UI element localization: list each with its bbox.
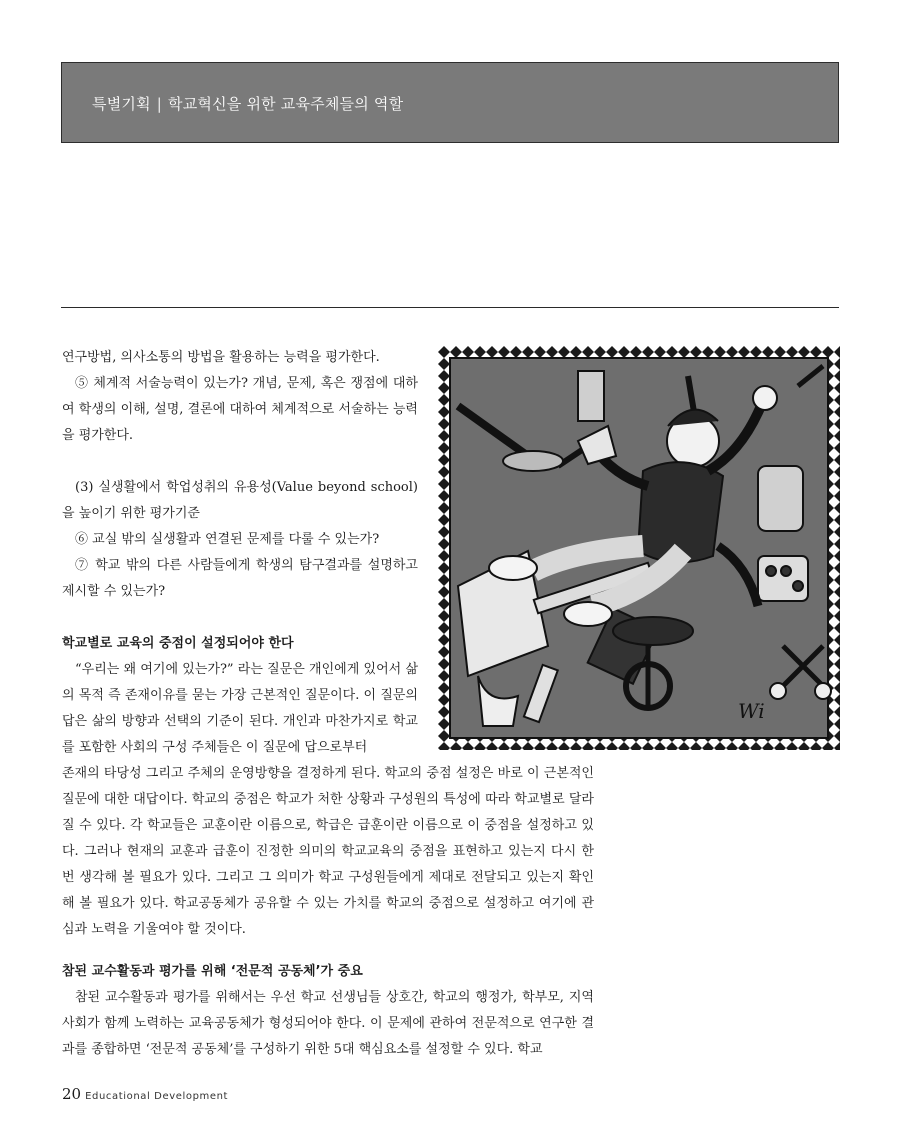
column-item-6: ⑥ 교실 밖의 실생활과 연결된 문제를 다룰 수 있는가?	[75, 532, 380, 547]
left-column	[62, 345, 418, 761]
header-section: 특별기획	[92, 95, 151, 113]
page-number: 20	[62, 1085, 82, 1103]
page-footer	[62, 1085, 228, 1103]
section-heading-professional-community: 참된 교수활동과 평가를 위해 ‘전문적 공동체’가 중요	[62, 964, 363, 979]
section-heading-school-focus: 학교별로 교육의 중점이 설정되어야 한다	[62, 636, 294, 651]
illustration-falling-student	[438, 346, 840, 750]
header-band	[61, 62, 839, 143]
section2-paragraph: 참된 교수활동과 평가를 위해서는 우선 학교 선생님들 상호간, 학교의 행정가, 학부모, 지역 사회가 함께 노력하는 교육공동체가 형성되어야 한다. 이 문제에 관하여 전문적으로 연구한 결과를 종합하면 ‘전문적 공동체’를 구성하기 위한 5대 핵심요소를 설정할 수 있다. 학교	[62, 990, 594, 1057]
column-item-7: ⑦ 학교 밖의 다른 사람들에게 학생의 탐구결과를 설명하고 제시할 수 있는가?	[62, 558, 418, 599]
column-criterion-3: (3) 실생활에서 학업성취의 유용성(Value beyond school)을 높이기 위한 평가기준	[62, 480, 418, 521]
section1-paragraph-narrow: “우리는 왜 여기에 있는가?” 라는 질문은 개인에게 있어서 삶의 목적 즉 존재이유를 묻는 가장 근본적인 질문이다. 이 질문의 답은 삶의 방향과 선택의 기준이 된다. 개인과 마찬가지로 학교를 포함한 사회의 구성 주체들은 이 질문에 답으로부터	[62, 662, 418, 755]
header-separator: |	[156, 95, 163, 113]
publication-name: Educational Development	[85, 1091, 229, 1102]
header-article-title: 학교혁신을 위한 교육주체들의 역할	[168, 95, 404, 113]
column-line: 연구방법, 의사소통의 방법을 활용하는 능력을 평가한다.	[62, 350, 380, 365]
section1-wide-block	[62, 761, 594, 1063]
section1-paragraph-wide: 존재의 타당성 그리고 주체의 운영방향을 결정하게 된다. 학교의 중점 설정은 바로 이 근본적인 질문에 대한 대답이다. 학교의 중점은 학교가 처한 상황과 구성원의 특성에 따라 학교별로 달라질 수 있다. 각 학교들은 교훈이란 이름으로, 학급은 급훈이란 이름으로 이 중점을 설정하고 있다. 그러나 현재의 교훈과 급훈이 진정한 의미의 학교교육의 중점을 표현하고 있는지 다시 한 번 생각해 볼 필요가 있다. 그리고 그 의미가 학교 구성원들에게 제대로 전달되고 있는지 확인해 볼 필요가 있다. 학교공동체가 공유할 수 있는 가치를 학교의 중점으로 설정하고 여기에 관심과 노력을 기울여야 할 것이다.	[62, 766, 594, 937]
horizontal-rule	[61, 307, 839, 308]
column-item-5: ⑤ 체계적 서술능력이 있는가? 개념, 문제, 혹은 쟁점에 대하여 학생의 이해, 설명, 결론에 대하여 체계적으로 서술하는 능력을 평가한다.	[62, 376, 418, 443]
header-title	[92, 93, 403, 114]
artist-signature: Wi	[738, 699, 765, 723]
